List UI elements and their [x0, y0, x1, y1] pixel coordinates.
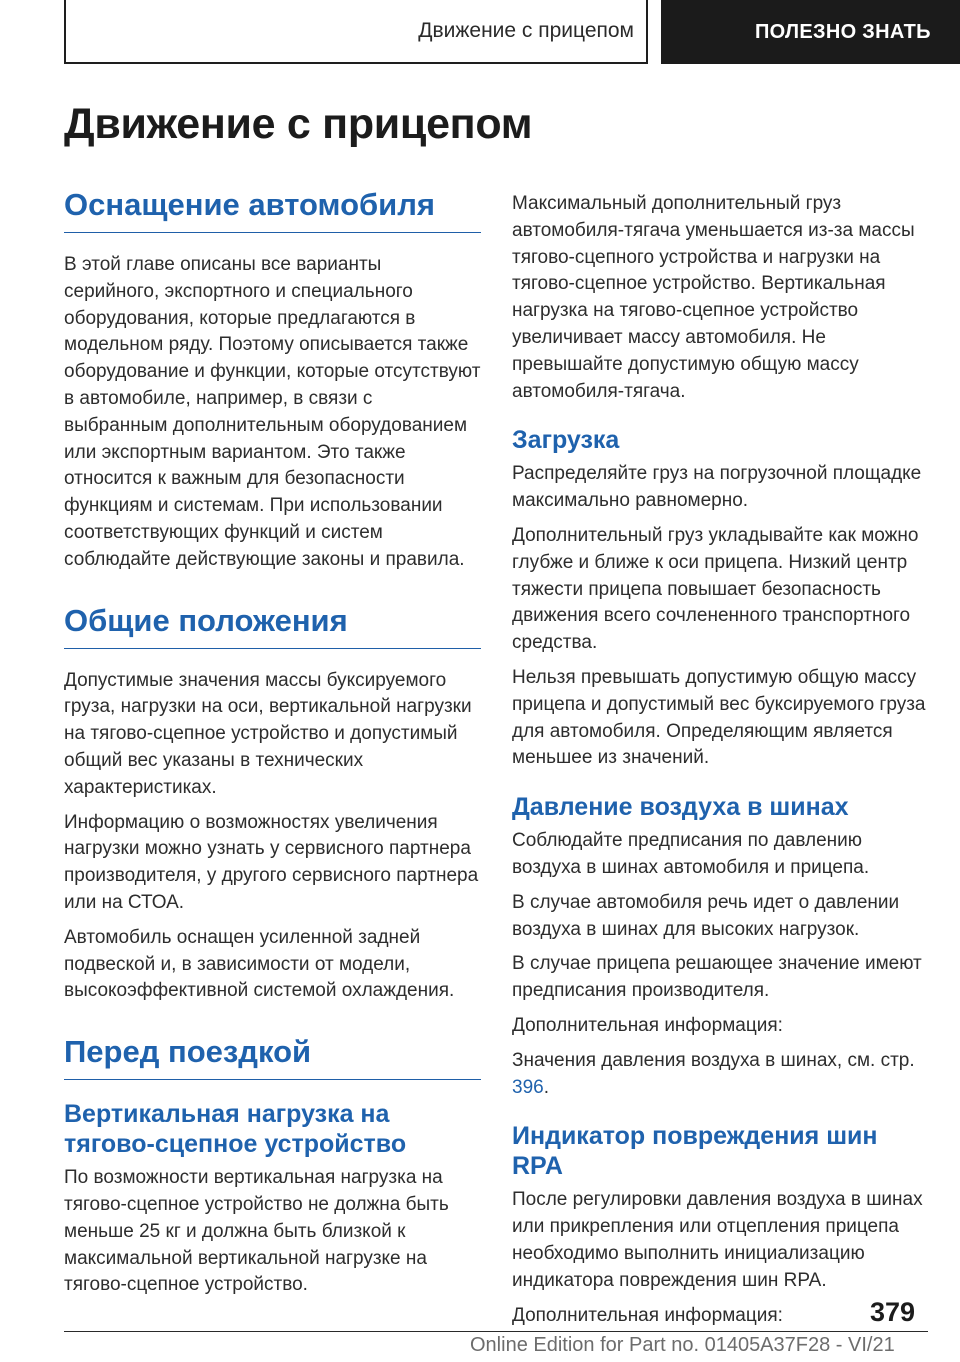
right-column: [512, 191, 928, 1337]
page-link-396[interactable]: 396: [512, 1076, 544, 1098]
subheading-tire-pressure: Давление воздуха в шинах: [512, 793, 849, 822]
loading-paragraph-1: Распределяйте груз на погрузочной площадке максимально равномерно.: [512, 463, 922, 512]
general-paragraph-1: Допустимые значения массы буксируемого груза, нагрузки на оси, вертикальной нагрузки на тягово-сцепное устройство и допустимый общий вес указаны в технических характеристиках.: [64, 669, 472, 798]
left-column: [64, 188, 481, 1307]
general-paragraph-3: Автомобиль оснащен усиленной задней подвеской и, в зависимости от модели, высокоэффективной системой охлаждения.: [64, 926, 455, 1002]
page-title: Движение с прицепом: [64, 100, 533, 148]
reference-end: .: [543, 1076, 549, 1098]
tire-pressure-paragraph-3: В случае прицепа решающее значение имеют предписания производителя.: [512, 953, 922, 1002]
reference-text: Значения давления воздуха в шинах, см. стр.: [512, 1049, 915, 1071]
footer-divider: [64, 1331, 928, 1332]
loading-paragraph-3: Нельзя превышать допустимую общую массу прицепа и допустимый вес буксируемого груза для автомобиля. Определяющим является меньшее из значений.: [512, 666, 926, 769]
header-section-label: ПОЛЕЗНО ЗНАТЬ: [755, 20, 931, 43]
rpa-paragraph-1: После регулировки давления воздуха в шинах или прикрепления или отцепления прицепа необходимо выполнить инициализацию индикатора повреждения шин RPA.: [512, 1189, 923, 1291]
intro-paragraph: Максимальный дополнительный груз автомобиля-тягача уменьшается из-за массы тягово-сцепного устройства и нагрузки на тягово-сцепное устройство. Вертикальная нагрузка на тягово-сцепное устройство увеличивает массу автомобиля. Не превышайте допустимую общую массу автомобиля-тягача.: [512, 193, 915, 402]
general-paragraph-2: Информацию о возможностях увеличения нагрузки можно узнать у сервисного партнера производителя, у другого сервисного партнера или на СТОА.: [64, 811, 479, 913]
tire-pressure-paragraph-2: В случае автомобиля речь идет о давлении воздуха в шинах для высоких нагрузок.: [512, 891, 900, 940]
footer-edition: [470, 1334, 895, 1357]
heading-equipment: Оснащение автомобиля: [64, 188, 481, 233]
heading-before-trip: Перед поездкой: [64, 1035, 481, 1080]
equipment-paragraph: В этой главе описаны все варианты серийного, экспортного и специального оборудования, которые предлагаются в модельном ряду. Поэтому описывается также оборудование и функции, которые отсутствуют в автомобиле, например, в связи с выбранным дополнительным оборудованием или экспортным вариантом. Это также относится к важным для безопасности функциям и системам. При использовании соответствующих функций и систем соблюдайте действующие законы и правила.: [64, 254, 481, 570]
loading-paragraph-2: Дополнительный груз укладывайте как можно глубже и ближе к оси прицепа. Низкий центр тяжести прицепа повышает безопасность движения всего сочлененного транспортного средства.: [512, 524, 919, 654]
tire-pressure-more-info: Дополнительная информация:: [512, 1014, 783, 1036]
vertical-load-paragraph: По возможности вертикальная нагрузка на тягово-сцепное устройство не должна быть меньше 25 кг и должна быть близкой к максимальной вертикальной нагрузке на тягово-сцепное устройство.: [64, 1167, 449, 1296]
header-section-tab: [661, 0, 960, 64]
tire-pressure-reference: [512, 1048, 928, 1102]
subheading-rpa: Индикатор повреждения шин RPA: [512, 1122, 878, 1181]
header-chapter-label: Движение с прицепом: [418, 19, 634, 42]
tire-pressure-paragraph-1: Соблюдайте предписания по давлению воздуха в шинах автомобиля и прицепа.: [512, 830, 870, 878]
header-chapter-tab: [64, 0, 648, 64]
subheading-loading: Загрузка: [512, 426, 620, 455]
rpa-more-info: Дополнительная информация:: [512, 1304, 783, 1326]
heading-general: Общие положения: [64, 604, 481, 649]
subheading-vertical-load: Вертикальная нагрузка на тягово-сцепное устройство: [64, 1100, 407, 1159]
page-number: 379: [870, 1297, 916, 1327]
footer-edition-text: Online Edition for Part no. 01405A37F28 - VI/21: [470, 1334, 895, 1356]
